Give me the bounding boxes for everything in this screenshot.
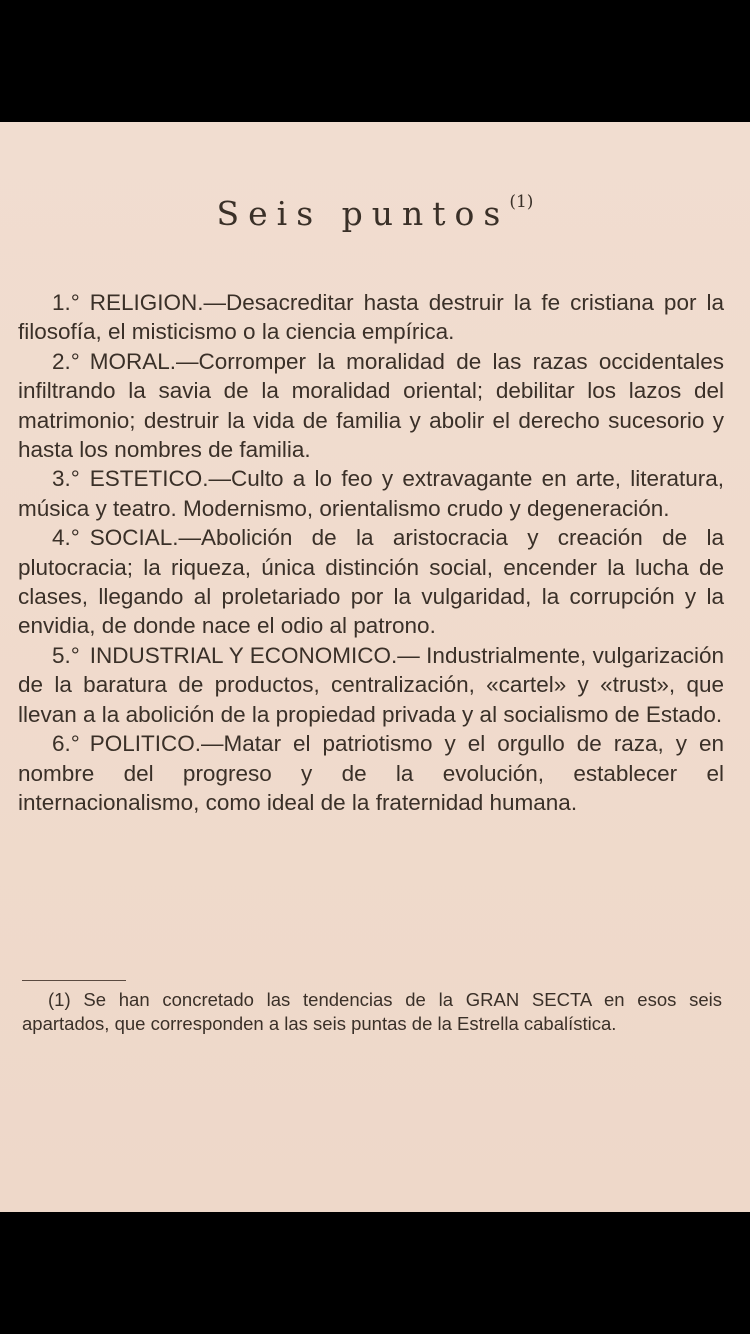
point-item <box>18 523 724 641</box>
point-text: —Matar el patriotismo y el orgullo de raza, y en nombre del progreso y de la evolución, establecer el internacionalismo, como ideal de la fraternidad humana. <box>18 731 724 815</box>
point-item <box>18 729 724 817</box>
point-text: — Industrialmente, vulgarización de la baratura de productos, centralización, «cartel» y «trust», que llevan a la abolición de la propiedad privada y al socialismo de Estado. <box>18 642 724 727</box>
point-heading: RELIGION. <box>89 290 204 315</box>
point-number: 4.° <box>52 525 80 551</box>
page-title-text: Seis puntos <box>216 194 510 233</box>
point-text: —Corromper la moralidad de las razas occidentales infiltrando la savia de la moralidad oriental; debilitar los lazos del matrimonio; destruir la vida de familia y abolir el derecho sucesorio y hasta los nombres de familia. <box>18 348 724 463</box>
point-heading: MORAL. <box>89 348 177 374</box>
book-page <box>0 122 750 1212</box>
footnote-text: Se han concretado las tendencias de la GRAN SECTA en esos seis apartados, que corresponden a las seis puntas de la Estrella cabalística. <box>22 989 722 1034</box>
point-text: —Abolición de la aristocracia y creación de la plutocracia; la riqueza, única distinción social, encender la lucha de clases, llegando al proletariado por la vulgaridad, la corrupción y la envidia, de donde nace el odio al patrono. <box>18 525 724 639</box>
point-text: —Desacreditar hasta destruir la fe cristiana por la filosofía, el misticismo o la ciencia empírica. <box>18 290 724 345</box>
point-number: 2.° <box>52 348 80 374</box>
point-item <box>18 288 724 347</box>
points-list <box>18 288 724 817</box>
point-number: 5.° <box>52 642 80 668</box>
point-heading: ESTETICO. <box>89 466 209 492</box>
point-number: 3.° <box>52 466 80 492</box>
footnote-marker: (1) <box>48 989 71 1010</box>
point-item <box>18 464 724 523</box>
point-text: —Culto a lo feo y extravagante en arte, literatura, música y teatro. Modernismo, orientalismo crudo y degeneración. <box>18 466 724 521</box>
title-footnote-ref: (1) <box>509 192 534 212</box>
point-number: 6.° <box>52 731 80 757</box>
footnote-divider <box>22 980 126 981</box>
point-heading: POLITICO. <box>89 731 202 757</box>
point-item <box>18 347 724 465</box>
footnote <box>22 988 722 1035</box>
point-item <box>18 641 724 729</box>
point-number: 1.° <box>52 290 80 315</box>
point-heading: INDUSTRIAL Y ECONOMICO. <box>89 642 398 668</box>
page-title <box>0 194 750 233</box>
point-heading: SOCIAL. <box>89 525 179 551</box>
